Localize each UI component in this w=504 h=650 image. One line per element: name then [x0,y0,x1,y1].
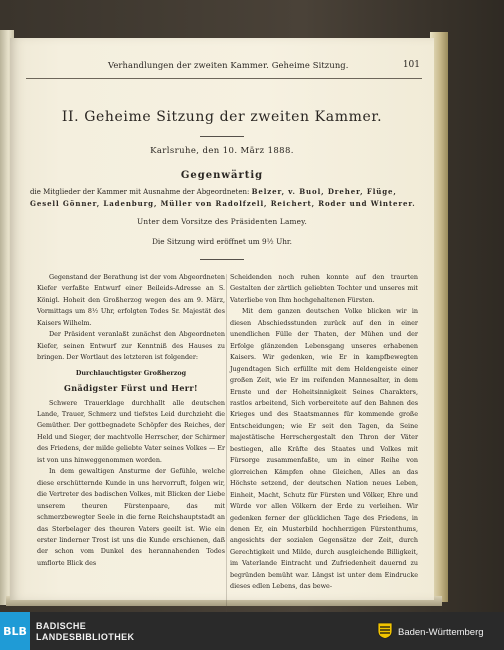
library-name-line2: LANDESBIBLIOTHEK [36,632,135,642]
coat-of-arms-icon [377,622,393,639]
present-list [30,186,422,210]
left-column [37,272,225,569]
section-rule [200,259,244,260]
page-number: 101 [402,60,420,70]
paragraph: In dem gewaltigen Ansturme der Gefühle, welche diese erschütternde Kunde in uns hervorruft, folgen wir, die Vertreter des badischen Volkes, mit Blicken der Liebe unserem theuren Fürstenpaare, das mit schmerzbewegter Seele in die ferne Reichshauptstadt an das Sterbelager des theuren Vaters geeilt ist. Wie ein erster linderner Trost ist uns die Kunde erschienen, daß der schon vom Dunkel des herannahenden Todes umflorte Blick des [37,467,225,567]
address-salutation-2: Gnädigster Fürst und Herr! [64,383,198,394]
paragraph: Scheidenden noch ruhen konnte auf den traurten Gestalten der zärtlich geliebten Tochter und unseres mit Vaterliebe von Ihm hochgehaltenen Fürsten. [230,273,418,304]
opening-line: Die Sitzung wird eröffnet um 9½ Uhr. [152,237,292,246]
address-salutation: Durchlauchtigster Großherzog [75,368,187,377]
paragraph: Gegenstand der Berathung ist der vom Abgeordneten Kiefer verfaßte Entwurf einer Beileids-Adresse an S. Königl. Hoheit den Großherzog wegen des am 9. März, Vormittags um 8½ Uhr, erfolgten Todes Sr. Majestät des Kaisers Wilhelm. [37,273,225,327]
state-name[interactable]: Baden-Württemberg [398,627,484,638]
page-title: II. Geheime Sitzung der zweiten Kammer. [61,109,383,125]
present-heading: Gegenwärtig [180,170,264,181]
blb-logo[interactable]: BLB [0,612,30,650]
paragraph: Mit dem ganzen deutschen Volke blicken wir in diesen Abschiedsstunden zurück auf den in einer unendlichen Fülle der Thaten, der Mühen und der Erfolge glänzenden Lebensgang unseres erhabenen Kaisers. Wir gedenken, wie Er in kampfbewegten Jugendtagen Sich erfüllte mit dem Heldengeiste einer großen Zeit, wie Er im reifenden Mannesalter, in dem Ernste und der Hoheitsinnigkeit Seines Charakters, rastlos arbeitend, Sich vorbereitete auf den Bahnen des Krieges und des Staatsmannes für kommende große Entscheidungen; wie Er seit den Tagen, da Seine majestätische Herrschergestalt den Thron der Väter bestiegen, alle Kräfte des Staates und Volkes mit Fürsorge zusammenfaßte, um in einer Reihe von glorreichen Kämpfen ohne Gleichen, Alles an das Höchste setzend, der deutschen Nation neues Leben, Einheit, Macht, Schutz für Fürsten und Völker, Ehre und Würde vor allen Völkern der Erde zu verleihen. Wir gedenken ferner der glücklichen Tage des Friedens, in denen Er, ein Musterbild hochherzigen Fürstenthums, angesichts der sozialen Gegensätze der Zeit, durch Gerechtigkeit und Milde, durch ausgleichende Billigkeit, im Vaterlande Eintracht und Zufriedenheit dauernd zu begründen bemüht war. Längst ist unter dem Eindrucke dieses edlen Lebens, das bewe- [230,307,418,591]
running-header-title: Verhandlungen der zweiten Kammer. Geheime Sitzung. [108,60,349,70]
present-intro: die Mitglieder der Kammer mit Ausnahme der Abgeordneten: [30,188,250,196]
paragraph: Schwere Trauerklage durchhallt alle deutschen Lande, Trauer, Schmerz und tiefstes Leid durchzieht die Gemüther. Der gottbegnadete Schöpfer des Reiches, der Held und Sieger, der machtvolle Herrscher, der Schirmer des Friedens, der milde geliebte Vater seines Volkes — Er ist von uns hinweggenommen worden. [37,398,225,464]
right-column [230,272,418,593]
library-name[interactable] [36,621,134,643]
column-divider [226,274,227,618]
title-rule [200,136,244,137]
present-names: Belzer, v. Buol, Dreher, Flüge, Gesell Gönner, Ladenburg, Müller von Radolfzell, Reichert, Roder und Winterer. [30,187,416,208]
paragraph: Der Präsident veranlaßt zunächst den Abgeordneten Kiefer, seinen Entwurf zur Kenntniß des Hauses zu bringen. Der Wortlaut des letzteren ist folgender: [37,330,225,362]
running-header [108,60,420,74]
presidency-line: Unter dem Vorsitze des Präsidenten Lamey. [136,217,308,226]
library-name-line1: BADISCHE [36,621,87,631]
book-page [10,38,434,600]
header-rule [26,78,422,79]
dateline: Karlsruhe, den 10. März 1888. [150,146,294,156]
